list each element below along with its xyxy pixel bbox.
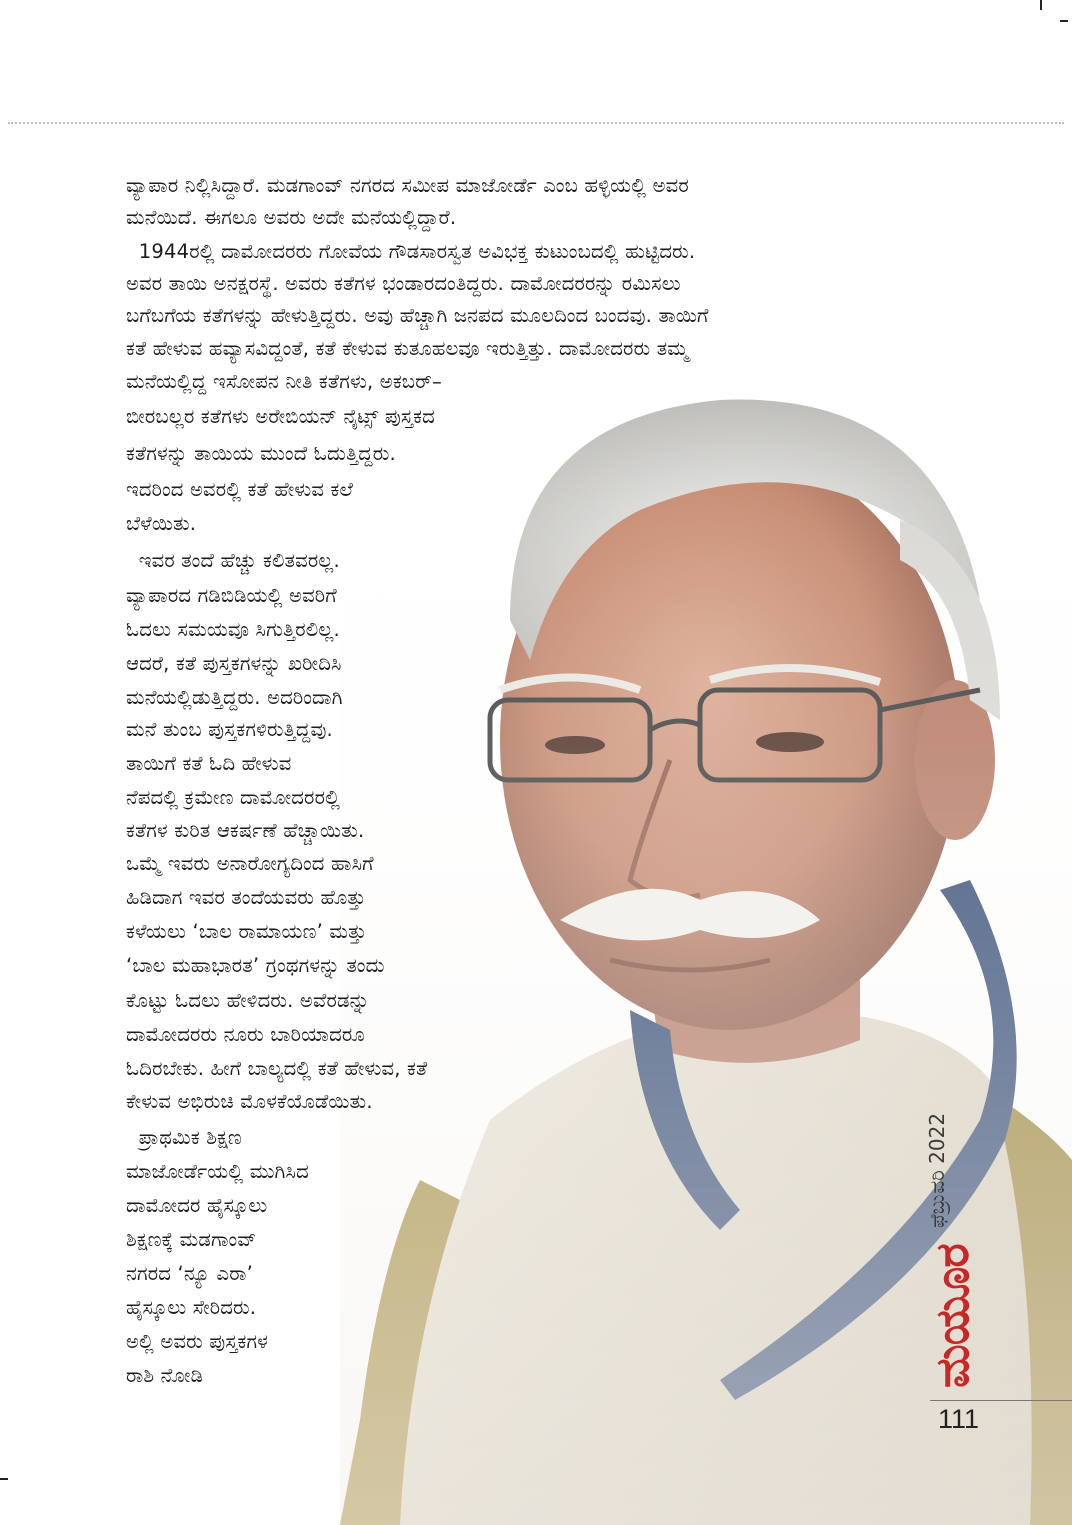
article-line: ಮಾಜೋರ್ಡೆಯಲ್ಲಿ ಮುಗಿಸಿದ bbox=[126, 1160, 309, 1183]
article-line: ಶಿಕ್ಷಣಕ್ಕೆ ಮಡಗಾಂವ್ bbox=[126, 1228, 257, 1251]
article-line: ಮನೆಯಲ್ಲಿದ್ದ ಇಸೋಪನ ನೀತಿ ಕತೆಗಳು, ಅಕಬರ್– bbox=[126, 370, 442, 393]
crop-mark-top bbox=[1040, 0, 1042, 10]
article-line: ರಾಶಿ ನೋಡಿ bbox=[126, 1364, 204, 1387]
article-line: ಕತೆ ಹೇಳುವ ಹವ್ಯಾಸವಿದ್ದಂತೆ, ಕತೆ ಕೇಳುವ ಕುತೂಹಲವೂ ಇರುತ್ತಿತ್ತು. ದಾಮೋದರರು ತಮ್ಮ bbox=[126, 337, 689, 360]
article-line: ಹೈಸ್ಕೂಲು ಸೇರಿದರು. bbox=[126, 1296, 257, 1319]
crop-mark-right bbox=[1060, 20, 1068, 22]
article-line: ನೆಪದಲ್ಲಿ ಕ್ರಮೇಣ ದಾಮೋದರರಲ್ಲಿ bbox=[126, 786, 341, 809]
article-line: ಕತೆಗಳ ಕುರಿತ ಆಕರ್ಷಣೆ ಹೆಚ್ಚಾಯಿತು. bbox=[126, 819, 365, 842]
article-line: ವ್ಯಾಪಾರದ ಗಡಿಬಿಡಿಯಲ್ಲಿ ಅವರಿಗೆ bbox=[126, 584, 337, 607]
article-line: ಮನೆ ತುಂಬ ಪುಸ್ತಕಗಳಿರುತ್ತಿದ್ದವು. bbox=[126, 718, 333, 741]
page-number-rule bbox=[930, 1400, 1072, 1401]
article-line: ದಾಮೋದರ ಹೈಸ್ಕೂಲು bbox=[126, 1194, 268, 1217]
article-line: ಮನೆಯಿದೆ. ಈಗಲೂ ಅವರು ಅದೇ ಮನೆಯಲ್ಲಿದ್ದಾರೆ. bbox=[126, 206, 457, 229]
article-line: ಇದರಿಂದ ಅವರಲ್ಲಿ ಕತೆ ಹೇಳುವ ಕಲೆ bbox=[126, 478, 354, 501]
article-line: ಅವರ ತಾಯಿ ಅನಕ್ಷರಸ್ಥೆ. ಅವರು ಕತೆಗಳ ಭಂಡಾರದಂತಿದ್ದರು. ದಾಮೋದರರನ್ನು ರಮಿಸಲು bbox=[126, 272, 681, 295]
magazine-title: ಮಯೂರ bbox=[925, 1244, 979, 1388]
article-line: ಓದಲು ಸಮಯವೂ ಸಿಗುತ್ತಿರಲಿಲ್ಲ. bbox=[126, 618, 340, 641]
article-line: ವ್ಯಾಪಾರ ನಿಲ್ಲಿಸಿದ್ದಾರೆ. ಮಡಗಾಂವ್ ನಗರದ ಸಮೀಪ ಮಾಜೋರ್ಡೆ ಎಂಬ ಹಳ್ಳಿಯಲ್ಲಿ ಅವರ bbox=[126, 174, 689, 197]
article-line: ಆದರೆ, ಕತೆ ಪುಸ್ತಕಗಳನ್ನು ಖರೀದಿಸಿ bbox=[126, 652, 342, 675]
article-line: ಒಮ್ಮೆ ಇವರು ಅನಾರೋಗ್ಯದಿಂದ ಹಾಸಿಗೆ bbox=[126, 852, 374, 875]
article-line: ತಾಯಿಗೆ ಕತೆ ಓದಿ ಹೇಳುವ bbox=[126, 752, 292, 775]
article-line: ಪ್ರಾಥಮಿಕ ಶಿಕ್ಷಣ bbox=[126, 1126, 242, 1149]
issue-date: ಫೆಬ್ರುವರಿ 2022 bbox=[925, 1112, 949, 1228]
article-line: ಹಿಡಿದಾಗ ಇವರ ತಂದೆಯವರು ಹೊತ್ತು bbox=[126, 886, 366, 909]
page-number: 111 bbox=[938, 1404, 980, 1434]
article-line: ಕೊಟ್ಟು ಓದಲು ಹೇಳಿದರು. ಅವೆರಡನ್ನು bbox=[126, 989, 370, 1012]
header-dotted-rule bbox=[8, 122, 1064, 124]
article-line: ಕತೆಗಳನ್ನು ತಾಯಿಯ ಮುಂದೆ ಓದುತ್ತಿದ್ದರು. bbox=[126, 442, 396, 465]
article-line: 1944ರಲ್ಲಿ ದಾಮೋದರರು ಗೋವೆಯ ಗೌಡಸಾರಸ್ವತ ಅವಿಭಕ್ತ ಕುಟುಂಬದಲ್ಲಿ ಹುಟ್ಟಿದರು. bbox=[126, 240, 696, 263]
article-line: ಇವರ ತಂದೆ ಹೆಚ್ಚು ಕಲಿತವರಲ್ಲ. bbox=[126, 549, 340, 572]
article-line: ದಾಮೋದರರು ನೂರು ಬಾರಿಯಾದರೂ bbox=[126, 1023, 365, 1046]
sidebar bbox=[925, 1100, 979, 1390]
article-line: ಬಗೆಬಗೆಯ ಕತೆಗಳನ್ನು ಹೇಳುತ್ತಿದ್ದರು. ಅವು ಹೆಚ್ಚಾಗಿ ಜನಪದ ಮೂಲದಿಂದ ಬಂದವು. ತಾಯಿಗೆ bbox=[126, 304, 709, 327]
article-line: ಮನೆಯಲ್ಲಿಡುತ್ತಿದ್ದರು. ಅದರಿಂದಾಗಿ bbox=[126, 686, 343, 709]
crop-mark-left bbox=[0, 1478, 8, 1480]
article-line: ಕೇಳುವ ಅಭಿರುಚಿ ಮೊಳಕೆಯೊಡೆಯಿತು. bbox=[126, 1090, 373, 1113]
article-line: ‘ಬಾಲ ಮಹಾಭಾರತ’ ಗ್ರಂಥಗಳನ್ನು ತಂದು bbox=[126, 954, 385, 977]
article-line: ನಗರದ ‘ನ್ಯೂ ಎರಾ’ bbox=[126, 1262, 253, 1285]
article-line: ಅಲ್ಲಿ ಅವರು ಪುಸ್ತಕಗಳ bbox=[126, 1330, 269, 1353]
article-line: ಬೀರಬಲ್ಲರ ಕತೆಗಳು ಅರೇಬಿಯನ್ ನೈಟ್ಸ್ ಪುಸ್ತಕದ bbox=[126, 405, 435, 428]
article-line: ಕಳೆಯಲು ‘ಬಾಲ ರಾಮಾಯಣ’ ಮತ್ತು bbox=[126, 920, 367, 943]
article-line: ಓದಿರಬೇಕು. ಹೀಗೆ ಬಾಲ್ಯದಲ್ಲಿ ಕತೆ ಹೇಳುವ, ಕತೆ bbox=[126, 1057, 428, 1080]
article-line: ಬೆಳೆಯಿತು. bbox=[126, 512, 197, 535]
